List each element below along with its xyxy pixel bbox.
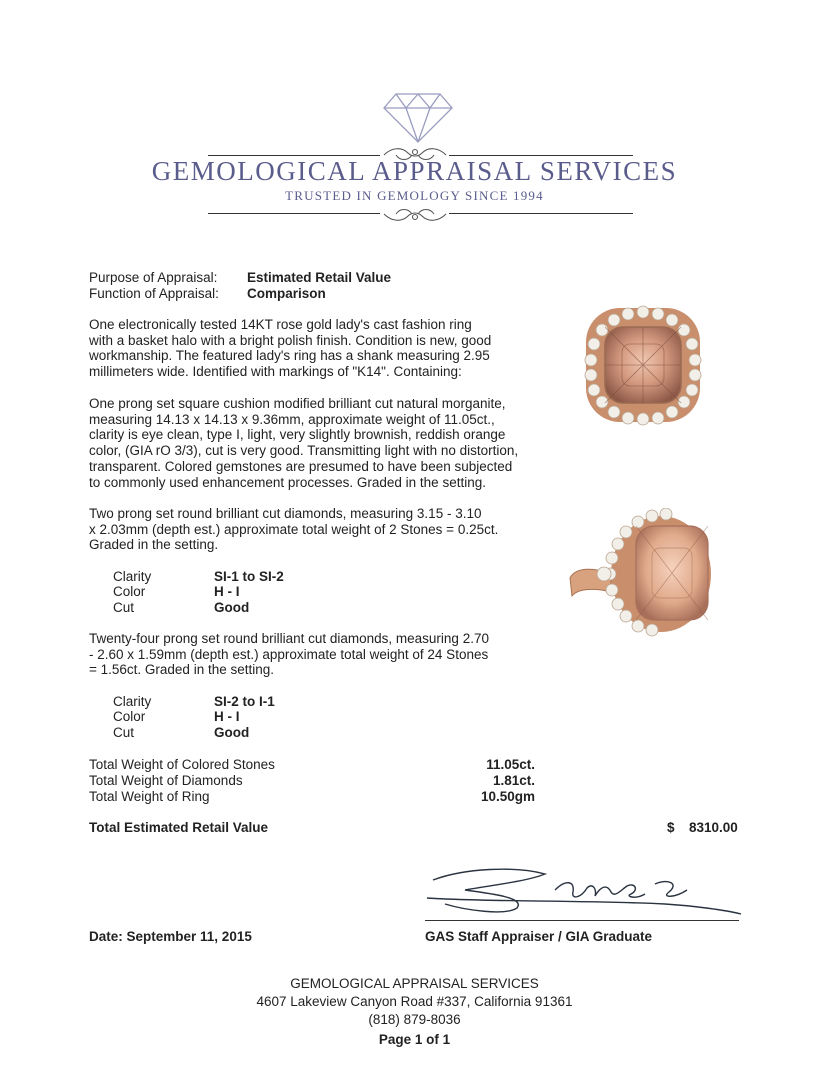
- text-line: Twenty-four prong set round brilliant cut diamonds, measuring 2.70: [89, 631, 489, 646]
- grade-label: Cut: [113, 725, 135, 740]
- total-label: Total Weight of Diamonds: [89, 773, 243, 788]
- purpose-label: Purpose of Appraisal:: [89, 270, 218, 285]
- diamond-icon: [382, 92, 454, 144]
- header-bottom-rule-right: [449, 213, 633, 214]
- retail-value: 8310.00: [689, 820, 738, 835]
- grade-value: Good: [214, 725, 250, 740]
- function-value: Comparison: [247, 286, 326, 301]
- total-value: 1.81ct.: [492, 773, 535, 788]
- grade-value: SI-1 to SI-2: [214, 569, 284, 584]
- text-line: workmanship. The featured lady's ring has a shank measuring 2.95: [89, 348, 490, 364]
- footer-phone: (818) 879-8036: [368, 1012, 461, 1027]
- morganite-description: [89, 396, 539, 490]
- total-label: Total Weight of Ring: [89, 789, 210, 804]
- total-value: 10.50gm: [480, 789, 535, 804]
- grade-value: Good: [214, 600, 250, 615]
- signature-line: [425, 920, 739, 921]
- text-line: measuring 14.13 x 14.13 x 9.36mm, approximate weight of 11.05ct.,: [89, 411, 495, 427]
- header-bottom-rule: [208, 213, 380, 214]
- appraiser-title: GAS Staff Appraiser / GIA Graduate: [425, 929, 653, 944]
- grade-label: Color: [113, 584, 146, 599]
- ring-side-view-image: [566, 508, 716, 638]
- diamond-description-2: [89, 631, 539, 678]
- footer: [0, 975, 829, 1049]
- total-value: 11.05ct.: [486, 757, 535, 772]
- grade-value: SI-2 to I-1: [214, 694, 275, 709]
- company-tagline: TRUSTED IN GEMOLOGY SINCE 1994: [285, 188, 544, 203]
- footer-company: GEMOLOGICAL APPRAISAL SERVICES: [290, 976, 539, 991]
- date-label: Date: September 11, 2015: [89, 929, 252, 944]
- text-line: clarity is eye clean, type I, light, very slightly brownish, reddish orange: [89, 427, 506, 443]
- text-line: millimeters wide. Identified with markings of "K14". Containing:: [89, 364, 462, 380]
- text-line: with a basket halo with a bright polish finish. Condition is new, good: [89, 332, 492, 348]
- diamond-description-1: [89, 506, 539, 553]
- company-title: GEMOLOGICAL APPRAISAL SERVICES: [151, 156, 678, 186]
- appraiser-signature: [425, 860, 745, 922]
- text-line: One electronically tested 14KT rose gold lady's cast fashion ring: [89, 317, 472, 332]
- grade-label: Color: [113, 709, 146, 724]
- text-line: transparent. Colored gemstones are presumed to have been subjected: [89, 458, 513, 474]
- total-label: Total Weight of Colored Stones: [89, 757, 275, 772]
- text-line: = 1.56ct. Graded in the setting.: [89, 662, 274, 678]
- text-line: - 2.60 x 1.59mm (depth est.) approximate total weight of 24 Stones: [89, 646, 489, 662]
- text-line: color, (GIA rO 3/3), cut is very good. Transmitting light with no distortion,: [89, 443, 519, 459]
- flourish-bottom-icon: [382, 204, 448, 224]
- text-line: Two prong set round brilliant cut diamonds, measuring 3.15 - 3.10: [89, 506, 482, 521]
- purpose-value: Estimated Retail Value: [247, 270, 392, 285]
- grade-value: H - I: [214, 709, 240, 724]
- text-line: Graded in the setting.: [89, 537, 219, 553]
- grade-label: Cut: [113, 600, 135, 615]
- text-line: x 2.03mm (depth est.) approximate total weight of 2 Stones = 0.25ct.: [89, 521, 499, 537]
- ring-description: [89, 317, 539, 380]
- grade-label: Clarity: [113, 569, 152, 584]
- ring-top-view-image: [578, 300, 708, 430]
- function-label: Function of Appraisal:: [89, 286, 219, 301]
- retail-label: Total Estimated Retail Value: [89, 820, 269, 835]
- text-line: One prong set square cushion modified brilliant cut natural morganite,: [89, 396, 506, 411]
- currency-symbol: $: [667, 820, 675, 835]
- footer-address: 4607 Lakeview Canyon Road #337, California 91361: [256, 994, 573, 1009]
- page-number: Page 1 of 1: [378, 1032, 451, 1047]
- grade-value: H - I: [214, 584, 240, 599]
- grade-label: Clarity: [113, 694, 152, 709]
- text-line: to commonly used enhancement processes. Graded in the setting.: [89, 474, 486, 490]
